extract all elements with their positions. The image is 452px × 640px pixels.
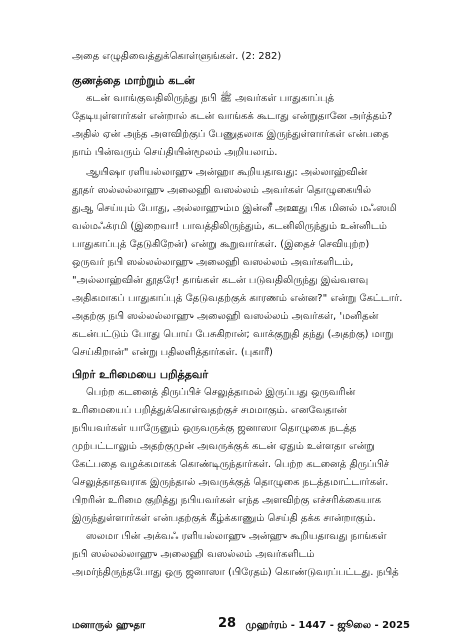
text-line: அதற்கு நபி ஸல்லல்லாஹு அலைஹி வஸல்லம் அவர்கள், 'மனிதன் bbox=[72, 311, 379, 322]
text-line: ஒருவர் நபி ஸல்லல்லாஹு அலைஹி வஸல்லம் அவர்களிடம், bbox=[72, 257, 354, 268]
section2-paragraph-2 bbox=[72, 528, 412, 582]
page-footer bbox=[72, 618, 410, 634]
text-line: உரிமையைப் பறித்துக்கொள்வதற்குச் சமமாகும். எனவேதான் bbox=[72, 405, 347, 416]
text-line: கடன் வாங்குவதிலிருந்து நபி ﷺ அவர்கள் பாதுகாப்புத் bbox=[86, 93, 334, 104]
text-line: அதிகமாகப் பாதுகாப்புத் தேடுவதற்குக் காரணம் என்ன?" என்று கேட்டார். bbox=[72, 293, 403, 304]
text-line: ஆயிஷா ரளியல்லாஹு அன்ஹா கூறியதாவது: அல்லாஹ்வின் bbox=[86, 167, 368, 178]
text-line: செலுத்தாதவராக இருந்தால் அவருக்குத் தொழுகை நடத்தமாட்டார்கள். bbox=[72, 477, 389, 488]
magazine-name: மனாருல் ஹுதா bbox=[72, 620, 146, 631]
text-line: செய்கிறான்" என்று பதிலளித்தார்கள். (புகாரீ) bbox=[72, 347, 273, 358]
issue-date: முஹர்ரம் - 1447 - ஜூலை - 2025 bbox=[245, 620, 410, 631]
text-line: தூதர் ஸல்லல்லாஹு அலைஹி வஸல்லம் அவர்கள் தொழுகையில் bbox=[72, 185, 372, 196]
section2-paragraph-1 bbox=[72, 384, 412, 528]
section-heading-rights: பிறர் உரிமையை பறித்தவர் bbox=[72, 368, 209, 381]
text-line: கேட்பதை வழக்கமாகக் கொண்டிருந்தார்கள். பெற்ற கடனைத் திருப்பிச் bbox=[72, 459, 390, 470]
text-line: நபியவர்கள் யாருேனும் ஒருவருக்கு ஜனாஸா தொழுகை நடத்த bbox=[72, 423, 357, 434]
text-line: தேடியுள்ளார்கள் என்றால் கடன் வாங்கக் கூடாது என்றுதானே அர்த்தம்? bbox=[72, 111, 393, 122]
text-line: கடன்பட்டும் போது பொய் பேசுகிறான்; வாக்குறுதி தந்து (அதற்கு) மாறு bbox=[72, 329, 394, 340]
text-line: பாதுகாப்புத் தேடுகிறேன்) என்று கூறுவார்கள். (இதைச் செவியுற்ற) bbox=[72, 239, 370, 250]
text-line: இருந்துள்ளார்கள் என்பதற்குக் கீழ்க்காணும் செய்தி தக்க சான்றாகும். bbox=[72, 513, 376, 524]
text-line: வல்மஃக்ரமி (இறைவா! பாவத்திலிருந்தும், கடனிலிருந்தும் உன்னிடம் bbox=[72, 221, 387, 232]
page-number: 28 bbox=[218, 616, 237, 631]
text-line: பெற்ற கடனைத் திருப்பிச் செலுத்தாமல் இருப்பது ஒருவரின் bbox=[86, 387, 356, 398]
text-line: நபி ஸல்லல்லாஹு அலைஹி வஸல்லம் அவர்களிடம் bbox=[72, 549, 315, 560]
section-heading-debt: குணத்தை மாற்றும் கடன் bbox=[72, 74, 195, 87]
continued-text-line: அதை எழுதிவைத்துக்கொள்ளுங்கள். (2: 282) bbox=[72, 51, 282, 62]
text-line: அமர்ந்திருந்தபோது ஒரு ஜனாஸா (பிரேதம்) கொண்டுவரப்பட்டது. நபித் bbox=[72, 567, 399, 578]
text-line: அதில் ஏன் அந்த அளவிற்குப் பேணுதலாக இருந்துள்ளார்கள் என்பதை bbox=[72, 129, 389, 140]
page-content bbox=[72, 48, 412, 582]
text-line: பிறரின் உரிமை குறித்து நபியவர்கள் எந்த அளவிற்கு எச்சரிக்கையாக bbox=[72, 495, 382, 506]
text-line: "அல்லாஹ்வின் தூதரே! தாங்கள் கடன் படுவதிலிருந்து இவ்வளவு bbox=[72, 275, 369, 286]
section1-paragraph-1 bbox=[72, 90, 412, 162]
text-line: நாம் பின்வரும் செய்தியின்மூலம் அறியலாம். bbox=[72, 147, 278, 158]
text-line: முற்பட்டாலும் அதற்குமுன் அவருக்குக் கடன் ஏதும் உள்ளதா என்று bbox=[72, 441, 375, 452]
text-line: துஆ செய்யும் போது, அல்லாஹும்ம இன்னீ அஊது பிக மினல் மஃஸமி bbox=[72, 203, 397, 214]
text-line: ஸலமா பின் அக்வஃ ரளியல்லாஹு அன்ஹு கூறியதாவது நாங்கள் bbox=[86, 531, 387, 542]
section1-paragraph-2 bbox=[72, 164, 412, 362]
